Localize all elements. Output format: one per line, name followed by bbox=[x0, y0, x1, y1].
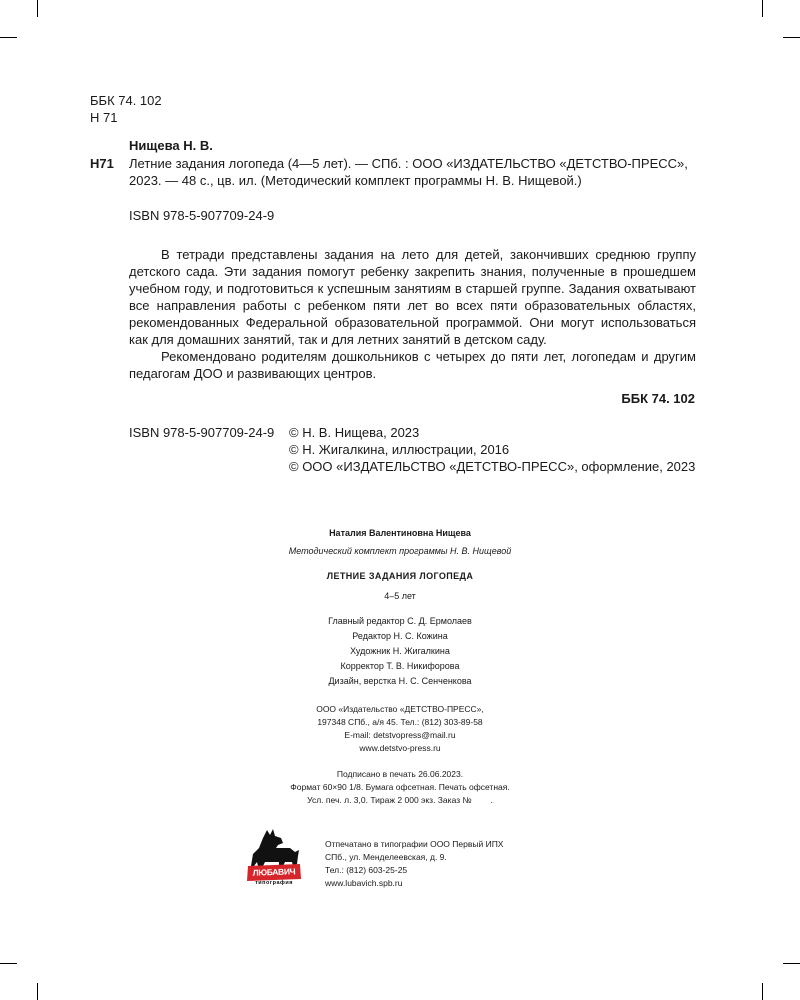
catalog-description bbox=[129, 155, 688, 189]
catalog-isbn: ISBN 978-5-907709-24-9 bbox=[129, 208, 275, 223]
copyright-lines bbox=[289, 424, 695, 475]
printer-line: www.lubavich.spb.ru bbox=[325, 878, 403, 888]
imprint-print-info bbox=[200, 768, 600, 807]
crop-mark-bottom-left bbox=[37, 983, 38, 1000]
print-info-line: Усл. печ. л. 3,0. Тираж 2 000 экз. Заказ № . bbox=[307, 795, 493, 805]
catalog-description-line-2: 2023. — 48 с., цв. ил. (Методический комплект программы Н. В. Нищевой.) bbox=[129, 173, 582, 188]
print-info-line: Формат 60×90 1/8. Бумага офсетная. Печать офсетная. bbox=[290, 782, 510, 792]
crop-mark-top-left bbox=[37, 0, 38, 17]
abstract-paragraph-2: Рекомендовано родителям дошкольников с четырех до пяти лет, логопедам и другим педагогам ДОО и развивающих центров. bbox=[129, 349, 696, 381]
author-mark: Н 71 bbox=[90, 110, 118, 125]
copyright-line: © Н. Жигалкина, иллюстрации, 2016 bbox=[289, 442, 510, 457]
imprint-age: 4–5 лет bbox=[384, 591, 416, 601]
imprint-series: Методический комплект программы Н. В. Нищевой bbox=[288, 546, 512, 556]
imprint bbox=[200, 526, 600, 807]
crop-mark-bottom-left-h bbox=[0, 963, 17, 964]
catalog-mark: Н71 bbox=[90, 156, 114, 171]
printer-line: Отпечатано в типографии ООО Первый ИПХ bbox=[325, 839, 504, 849]
imprint-title: ЛЕТНИЕ ЗАДАНИЯ ЛОГОПЕДА bbox=[326, 571, 474, 581]
bbk-code: ББК 74. 102 bbox=[90, 93, 162, 108]
imprint-publisher bbox=[200, 703, 600, 755]
print-info-line: Подписано в печать 26.06.2023. bbox=[336, 769, 464, 779]
publisher-line: ООО «Издательство «ДЕТСТВО-ПРЕСС», bbox=[316, 704, 484, 714]
staff-line: Редактор Н. С. Кожина bbox=[352, 631, 448, 641]
staff-line: Дизайн, верстка Н. С. Сенченкова bbox=[328, 676, 472, 686]
printer-logo bbox=[245, 826, 303, 888]
abstract-paragraph-1: В тетради представлены задания на лето для детей, закончивших среднюю группу детского сада. Эти задания помогут ребенку закрепить знания, полученные в прошедшем учебном году, и подготовиться к успешным занятиям в старшей группе. Задания охватывают все направления работы с ребенком пяти лет во всех пяти образовательных областях, рекомендованных Федеральной образовательной программой. Они могут использоваться как для домашних занятий, так и для летних занятий в детском саду. bbox=[129, 247, 696, 347]
staff-line: Корректор Т. В. Никифорова bbox=[340, 661, 460, 671]
crop-mark-bottom-right-h bbox=[783, 963, 800, 964]
printer-line: СПб., ул. Менделеевская, д. 9. bbox=[325, 852, 447, 862]
copyright-line: © ООО «ИЗДАТЕЛЬСТВО «ДЕТСТВО-ПРЕСС», оформление, 2023 bbox=[289, 459, 696, 474]
publisher-line: E-mail: detstvopress@mail.ru bbox=[344, 730, 456, 740]
printer-info bbox=[325, 838, 503, 890]
publisher-line: www.detstvo-press.ru bbox=[359, 743, 441, 753]
printer-logo-subtext: типография bbox=[255, 880, 293, 886]
crop-mark-top-right-h bbox=[783, 37, 800, 38]
crop-mark-bottom-right bbox=[762, 983, 763, 1000]
abstract bbox=[129, 246, 696, 382]
imprint-author: Наталия Валентиновна Нищева bbox=[329, 528, 471, 538]
staff-line: Главный редактор С. Д. Ермолаев bbox=[328, 616, 472, 626]
copyright-isbn: ISBN 978-5-907709-24-9 bbox=[129, 425, 275, 440]
staff-line: Художник Н. Жигалкина bbox=[350, 646, 450, 656]
printer-logo-text: ЛЮБАВИЧ bbox=[252, 866, 296, 878]
imprint-staff bbox=[200, 614, 600, 689]
publisher-line: 197348 СПб., а/я 45. Тел.: (812) 303-89-58 bbox=[317, 717, 483, 727]
copyright-line: © Н. В. Нищева, 2023 bbox=[289, 425, 420, 440]
catalog-description-line-1: Летние задания логопеда (4—5 лет). — СПб. : ООО «ИЗДАТЕЛЬСТВО «ДЕТСТВО-ПРЕСС», bbox=[129, 156, 688, 171]
abstract-bbk: ББК 74. 102 bbox=[621, 391, 695, 406]
crop-mark-top-left-h bbox=[0, 37, 17, 38]
printer-line: Тел.: (812) 603-25-25 bbox=[325, 865, 408, 875]
crop-mark-top-right bbox=[762, 0, 763, 17]
catalog-author: Нищева Н. В. bbox=[129, 138, 213, 153]
